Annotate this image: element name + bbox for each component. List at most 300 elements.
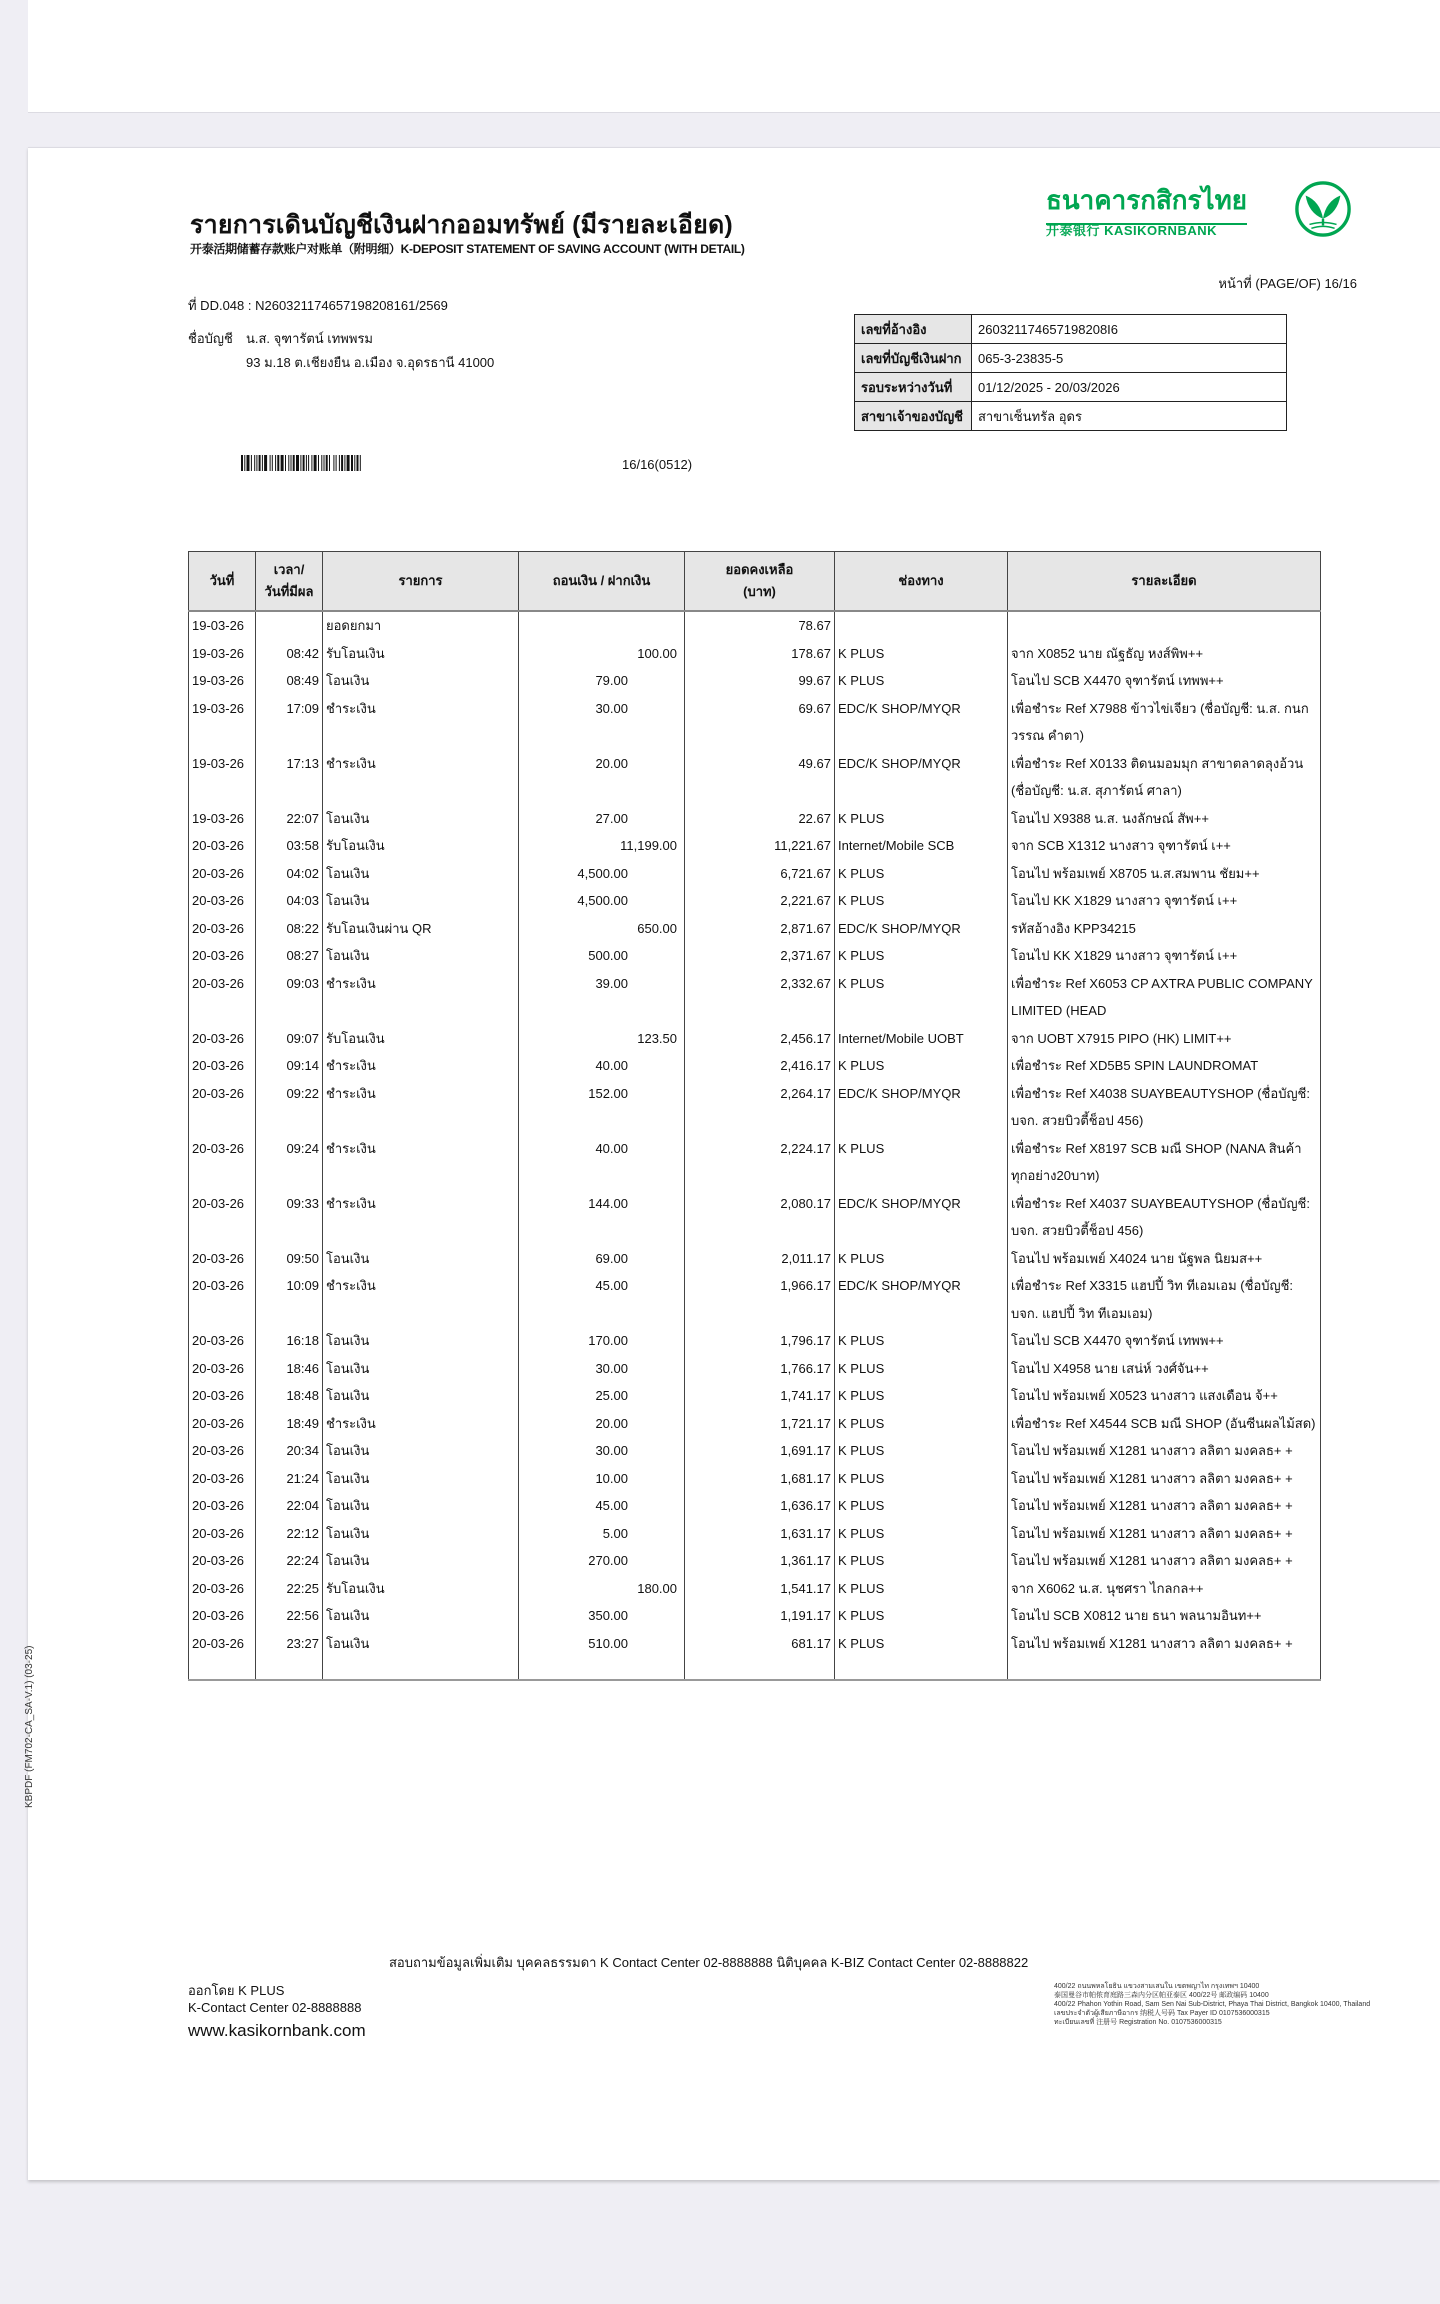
cell-date: 19-03-26 (189, 695, 256, 750)
table-row (189, 1245, 1321, 1273)
cell-detail: จาก X6062 น.ส. นุชศรา ไกลกล++ (1008, 1575, 1321, 1603)
table-row (189, 1080, 1321, 1135)
cell-balance: 1,361.17 (685, 1547, 835, 1575)
cell-channel: K PLUS (835, 1052, 1008, 1080)
barcode-caption: 16/16(0512) (622, 457, 693, 472)
cell-transaction-type: ชำระเงิน (323, 1190, 519, 1245)
form-code: KBPDF (FM702-CA_SA-V.1) (03-25) (24, 1645, 35, 1808)
cell-balance: 2,871.67 (685, 915, 835, 943)
info-label: เลขที่บัญชีเงินฝาก (855, 344, 972, 373)
empty-cell (1008, 1657, 1321, 1680)
cell-balance: 2,080.17 (685, 1190, 835, 1245)
info-row-period (855, 373, 1287, 402)
cell-channel: K PLUS (835, 1382, 1008, 1410)
statement-page (24, 147, 1440, 2180)
cell-amount: 144.00 (519, 1190, 685, 1245)
cell-channel: K PLUS (835, 1520, 1008, 1548)
barcode-bar (254, 455, 255, 471)
cell-amount: 40.00 (519, 1052, 685, 1080)
header-detail: รายละเอียด (1008, 552, 1321, 612)
cell-balance: 2,456.17 (685, 1025, 835, 1053)
barcode-bar (244, 455, 245, 471)
cell-amount: 5.00 (519, 1520, 685, 1548)
cell-detail: โอนไป พร้อมเพย์ X0523 นางสาว แสงเดือน จ้++ (1008, 1382, 1321, 1410)
cell-detail: โอนไป พร้อมเพย์ X1281 นางสาว ลลิตา มงคลธ+ + (1008, 1630, 1321, 1658)
barcode-bar (270, 455, 271, 471)
cell-channel: EDC/K SHOP/MYQR (835, 695, 1008, 750)
cell-date: 20-03-26 (189, 942, 256, 970)
cell-channel: EDC/K SHOP/MYQR (835, 915, 1008, 943)
cell-date: 19-03-26 (189, 611, 256, 640)
barcode-bar (333, 455, 334, 471)
empty-cell (835, 1657, 1008, 1680)
cell-balance: 2,011.17 (685, 1245, 835, 1273)
cell-detail: โอนไป SCB X4470 จุฑารัตน์ เทพพ++ (1008, 667, 1321, 695)
table-row (189, 667, 1321, 695)
cell-date: 20-03-26 (189, 1245, 256, 1273)
address-line: 400/22 Phahon Yothin Road, Sam Sen Nai Sub-District, Phaya Thai District, Bangkok 10400, Thailand (1054, 2001, 1371, 2008)
cell-amount: 25.00 (519, 1382, 685, 1410)
cell-detail: โอนไป พร้อมเพย์ X1281 นางสาว ลลิตา มงคลธ+ + (1008, 1520, 1321, 1548)
cell-balance: 2,264.17 (685, 1080, 835, 1135)
cell-transaction-type: รับโอนเงิน (323, 1575, 519, 1603)
barcode-bar (326, 455, 328, 471)
empty-cell (323, 1657, 519, 1680)
address-line: เลขประจำตัวผู้เสียภาษีอากร 纳税人号码 Tax Payer ID 0107536000315 (1054, 2010, 1270, 2017)
barcode-bar (259, 455, 261, 471)
table-row (189, 1602, 1321, 1630)
cell-amount: 20.00 (519, 750, 685, 805)
page-indicator: หน้าที่ (PAGE/OF) 16/16 (1218, 276, 1357, 291)
table-header-row (189, 552, 1321, 612)
cell-amount: 79.00 (519, 667, 685, 695)
cell-date: 20-03-26 (189, 915, 256, 943)
cell-balance: 1,681.17 (685, 1465, 835, 1493)
cell-detail: เพื่อชำระ Ref X4544 SCB มณี SHOP (อันซีนผลไม้สด) (1008, 1410, 1321, 1438)
cell-time: 08:42 (256, 640, 323, 668)
cell-channel: EDC/K SHOP/MYQR (835, 1272, 1008, 1327)
cell-time: 08:22 (256, 915, 323, 943)
cell-transaction-type: ยอดยกมา (323, 611, 519, 640)
cell-time: 18:49 (256, 1410, 323, 1438)
cell-detail: เพื่อชำระ Ref XD5B5 SPIN LAUNDROMAT (1008, 1052, 1321, 1080)
cell-channel: K PLUS (835, 1410, 1008, 1438)
barcode-bar (288, 455, 289, 471)
cell-time: 18:46 (256, 1355, 323, 1383)
cell-time: 08:27 (256, 942, 323, 970)
table-row (189, 942, 1321, 970)
barcode-bar (308, 455, 309, 471)
cell-balance: 1,631.17 (685, 1520, 835, 1548)
cell-channel: Internet/Mobile SCB (835, 832, 1008, 860)
cell-balance: 1,721.17 (685, 1410, 835, 1438)
cell-detail: โอนไป พร้อมเพย์ X1281 นางสาว ลลิตา มงคลธ+ + (1008, 1547, 1321, 1575)
cell-balance: 1,541.17 (685, 1575, 835, 1603)
cell-time: 04:02 (256, 860, 323, 888)
cell-balance: 69.67 (685, 695, 835, 750)
cell-amount: 11,199.00 (519, 832, 685, 860)
cell-date: 19-03-26 (189, 750, 256, 805)
cell-channel: K PLUS (835, 1135, 1008, 1190)
cell-balance: 2,332.67 (685, 970, 835, 1025)
cell-time: 09:22 (256, 1080, 323, 1135)
cell-balance: 2,416.17 (685, 1052, 835, 1080)
barcode-bar (321, 455, 322, 471)
header-time-line2: วันที่มีผล (264, 584, 314, 599)
cell-channel: Internet/Mobile UOBT (835, 1025, 1008, 1053)
barcode-bar (285, 455, 286, 471)
cell-time: 22:25 (256, 1575, 323, 1603)
cell-transaction-type: ชำระเงิน (323, 1080, 519, 1135)
cell-transaction-type: ชำระเงิน (323, 1135, 519, 1190)
barcode-bar (296, 455, 299, 471)
cell-date: 19-03-26 (189, 667, 256, 695)
cell-detail: รหัสอ้างอิง KPP34215 (1008, 915, 1321, 943)
address-line: ทะเบียนเลขที่ 注册号 Registration No. 0107536000315 (1054, 2019, 1222, 2026)
cell-detail: โอนไป พร้อมเพย์ X8705 น.ส.สมพาน ชัยม++ (1008, 860, 1321, 888)
empty-cell (189, 1657, 256, 1680)
barcode-bar (264, 455, 267, 471)
cell-transaction-type: โอนเงิน (323, 1602, 519, 1630)
barcode-bar (275, 455, 276, 471)
table-row (189, 1410, 1321, 1438)
cell-channel: K PLUS (835, 1327, 1008, 1355)
cell-date: 19-03-26 (189, 805, 256, 833)
header-channel: ช่องทาง (835, 552, 1008, 612)
table-row (189, 805, 1321, 833)
cell-date: 20-03-26 (189, 1355, 256, 1383)
cell-time: 04:03 (256, 887, 323, 915)
cell-detail: จาก X0852 นาย ณัฐธัญ หงส์พิพ++ (1008, 640, 1321, 668)
cell-amount: 350.00 (519, 1602, 685, 1630)
cell-amount: 152.00 (519, 1080, 685, 1135)
barcode-bar (262, 455, 263, 471)
cell-date: 20-03-26 (189, 1080, 256, 1135)
barcode-bar (347, 455, 350, 471)
cell-balance: 1,741.17 (685, 1382, 835, 1410)
cell-balance: 1,636.17 (685, 1492, 835, 1520)
cell-transaction-type: โอนเงิน (323, 1630, 519, 1658)
bank-name-english: 开泰银行 KASIKORNBANK (1046, 223, 1218, 238)
cell-channel: EDC/K SHOP/MYQR (835, 1190, 1008, 1245)
cell-balance: 49.67 (685, 750, 835, 805)
cell-date: 20-03-26 (189, 1520, 256, 1548)
cell-time: 10:09 (256, 1272, 323, 1327)
cell-date: 20-03-26 (189, 887, 256, 915)
cell-detail (1008, 611, 1321, 640)
cell-amount: 270.00 (519, 1547, 685, 1575)
barcode-bar (324, 455, 325, 471)
cell-date: 20-03-26 (189, 860, 256, 888)
transaction-table (188, 551, 1321, 1681)
cell-detail: จาก SCB X1312 นางสาว จุฑารัตน์ เ++ (1008, 832, 1321, 860)
bank-website-link[interactable]: www.kasikornbank.com (188, 2021, 366, 2040)
cell-time: 09:24 (256, 1135, 323, 1190)
cell-balance: 178.67 (685, 640, 835, 668)
cell-detail: เพื่อชำระ Ref X6053 CP AXTRA PUBLIC COMPANY LIMITED (HEAD (1008, 970, 1321, 1025)
cell-time: 21:24 (256, 1465, 323, 1493)
cell-amount: 100.00 (519, 640, 685, 668)
cell-time: 22:07 (256, 805, 323, 833)
cell-transaction-type: รับโอนเงิน (323, 1025, 519, 1053)
info-value: 065-3-23835-5 (972, 344, 1287, 373)
cell-balance: 681.17 (685, 1630, 835, 1658)
cell-channel: K PLUS (835, 667, 1008, 695)
cell-date: 19-03-26 (189, 640, 256, 668)
empty-cell (256, 1657, 323, 1680)
table-row (189, 1492, 1321, 1520)
cell-amount: 650.00 (519, 915, 685, 943)
barcode-bar (300, 455, 301, 471)
cell-balance: 1,796.17 (685, 1327, 835, 1355)
cell-transaction-type: โอนเงิน (323, 1492, 519, 1520)
cell-detail: โอนไป KK X1829 นางสาว จุฑารัตน์ เ++ (1008, 887, 1321, 915)
cell-detail: จาก UOBT X7915 PIPO (HK) LIMIT++ (1008, 1025, 1321, 1053)
barcode-bar (336, 455, 337, 471)
barcode-bar (251, 455, 252, 471)
table-row (189, 611, 1321, 640)
cell-time: 09:07 (256, 1025, 323, 1053)
cell-channel: K PLUS (835, 1602, 1008, 1630)
cell-date: 20-03-26 (189, 1465, 256, 1493)
cell-channel: K PLUS (835, 970, 1008, 1025)
info-value: 01/12/2025 - 20/03/2026 (972, 373, 1287, 402)
barcode-bar (281, 455, 284, 471)
cell-detail: โอนไป X4958 นาย เสน่ห์ วงศ์จัน++ (1008, 1355, 1321, 1383)
cell-date: 20-03-26 (189, 970, 256, 1025)
cell-amount: 69.00 (519, 1245, 685, 1273)
empty-cell (519, 1657, 685, 1680)
cell-transaction-type: โอนเงิน (323, 1465, 519, 1493)
cell-transaction-type: ชำระเงิน (323, 1410, 519, 1438)
barcode-bar (306, 455, 307, 471)
cell-date: 20-03-26 (189, 1025, 256, 1053)
cell-time: 22:24 (256, 1547, 323, 1575)
cell-amount: 20.00 (519, 1410, 685, 1438)
cell-channel: K PLUS (835, 1630, 1008, 1658)
barcode-bar (354, 455, 355, 471)
cell-detail: โอนไป X9388 น.ส. นงลักษณ์ สัพ++ (1008, 805, 1321, 833)
table-row (189, 832, 1321, 860)
cell-amount: 40.00 (519, 1135, 685, 1190)
cell-transaction-type: โอนเงิน (323, 1520, 519, 1548)
cell-detail: โอนไป SCB X4470 จุฑารัตน์ เทพพ++ (1008, 1327, 1321, 1355)
barcode-bar (314, 455, 317, 471)
header-balance (685, 552, 835, 612)
table-row (189, 1382, 1321, 1410)
header-transaction: รายการ (323, 552, 519, 612)
cell-transaction-type: ชำระเงิน (323, 1272, 519, 1327)
cell-transaction-type: รับโอนเงินผ่าน QR (323, 915, 519, 943)
barcode-bar (272, 455, 273, 471)
kasikornbank-logo (1046, 180, 1356, 250)
cell-amount: 500.00 (519, 942, 685, 970)
contact-information: สอบถามข้อมูลเพิ่มเติม บุคคลธรรมดา K Contact Center 02-8888888 นิติบุคคล K-BIZ Contact Center 02-8888822 (389, 1955, 1029, 1970)
cell-balance: 78.67 (685, 611, 835, 640)
barcode-bar (311, 455, 312, 471)
cell-transaction-type: โอนเงิน (323, 1437, 519, 1465)
cell-time: 22:56 (256, 1602, 323, 1630)
table-row (189, 695, 1321, 750)
table-row (189, 1052, 1321, 1080)
cell-date: 20-03-26 (189, 1437, 256, 1465)
cell-time (256, 611, 323, 640)
cell-channel: K PLUS (835, 1492, 1008, 1520)
cell-detail: เพื่อชำระ Ref X3315 แฮปปี้ วิท ทีเอมเอม (ชื่อบัญชี: บจก. แฮปปี้ วิท ทีเอมเอม) (1008, 1272, 1321, 1327)
header-time-line1: เวลา/ (273, 562, 305, 577)
cell-detail: โอนไป พร้อมเพย์ X1281 นางสาว ลลิตา มงคลธ+ + (1008, 1492, 1321, 1520)
cell-channel: EDC/K SHOP/MYQR (835, 750, 1008, 805)
cell-channel: K PLUS (835, 640, 1008, 668)
barcode-bar (293, 455, 295, 471)
cell-time: 09:50 (256, 1245, 323, 1273)
cell-channel: EDC/K SHOP/MYQR (835, 1080, 1008, 1135)
reference-number: ที่ DD.048 : N260321174657198208161/2569 (188, 298, 448, 313)
barcode-bar (339, 455, 340, 471)
issued-by: ออกโดย K PLUS (188, 1983, 285, 1998)
address-line: 400/22 ถนนพหลโยธิน แขวงสามเสนใน เขตพญาไท กรุงเทพฯ 10400 (1054, 1983, 1260, 1990)
cell-transaction-type: โอนเงิน (323, 1382, 519, 1410)
cell-time: 16:18 (256, 1327, 323, 1355)
barcode-bar (241, 455, 243, 471)
cell-amount: 123.50 (519, 1025, 685, 1053)
kbank-leaf-emblem-icon (1294, 180, 1352, 238)
cell-date: 20-03-26 (189, 832, 256, 860)
table-row (189, 915, 1321, 943)
table-row (189, 1355, 1321, 1383)
cell-channel: K PLUS (835, 942, 1008, 970)
info-label: เลขที่อ้างอิง (855, 315, 972, 344)
cell-balance: 2,221.67 (685, 887, 835, 915)
cell-detail: เพื่อชำระ Ref X7988 ข้าวไข่เจียว (ชื่อบัญชี: น.ส. กนกวรรณ คำตา) (1008, 695, 1321, 750)
info-value: 260321174657198208I6 (972, 315, 1287, 344)
barcode-bar (291, 455, 292, 471)
cell-channel: K PLUS (835, 887, 1008, 915)
cell-amount: 45.00 (519, 1492, 685, 1520)
table-row (189, 1272, 1321, 1327)
cell-balance: 1,766.17 (685, 1355, 835, 1383)
cell-transaction-type: โอนเงิน (323, 1245, 519, 1273)
table-row (189, 640, 1321, 668)
cell-time: 20:34 (256, 1437, 323, 1465)
cell-amount: 170.00 (519, 1327, 685, 1355)
info-value: สาขาเซ็นทรัล อุดร (972, 402, 1287, 431)
cell-transaction-type: โอนเงิน (323, 805, 519, 833)
barcode-bar (351, 455, 353, 471)
table-row (189, 1547, 1321, 1575)
table-bottom-filler (189, 1657, 1321, 1680)
cell-time: 17:09 (256, 695, 323, 750)
cell-date: 20-03-26 (189, 1575, 256, 1603)
barcode-bar (357, 455, 359, 471)
cell-detail: โอนไป KK X1829 นางสาว จุฑารัตน์ เ++ (1008, 942, 1321, 970)
cell-time: 22:12 (256, 1520, 323, 1548)
cell-time: 03:58 (256, 832, 323, 860)
cell-channel: K PLUS (835, 1465, 1008, 1493)
cell-time: 08:49 (256, 667, 323, 695)
cell-amount: 45.00 (519, 1272, 685, 1327)
statement-title-english: 开泰活期储蓄存款账户对账单（附明细）K-DEPOSIT STATEMENT OF SAVING ACCOUNT (WITH DETAIL) (190, 242, 745, 256)
header-balance-line2: (บาท) (743, 584, 776, 599)
cell-time: 23:27 (256, 1630, 323, 1658)
barcode-bar (318, 455, 319, 471)
cell-time: 22:04 (256, 1492, 323, 1520)
header-balance-line1: ยอดคงเหลือ (725, 562, 794, 577)
cell-transaction-type: โอนเงิน (323, 1327, 519, 1355)
cell-time: 09:33 (256, 1190, 323, 1245)
cell-time: 09:14 (256, 1052, 323, 1080)
table-row (189, 1190, 1321, 1245)
cell-detail: โอนไป พร้อมเพย์ X1281 นางสาว ลลิตา มงคลธ+ + (1008, 1437, 1321, 1465)
cell-amount: 180.00 (519, 1575, 685, 1603)
cell-date: 20-03-26 (189, 1327, 256, 1355)
previous-page-bottom (28, 0, 1440, 113)
header-time (256, 552, 323, 612)
info-row-account-number (855, 344, 1287, 373)
table-row (189, 1327, 1321, 1355)
table-row (189, 1575, 1321, 1603)
cell-channel: K PLUS (835, 1547, 1008, 1575)
contact-center: K-Contact Center 02-8888888 (188, 2000, 362, 2015)
table-row (189, 1135, 1321, 1190)
cell-date: 20-03-26 (189, 1410, 256, 1438)
cell-date: 20-03-26 (189, 1547, 256, 1575)
bank-address-block (1054, 1982, 1370, 2027)
cell-transaction-type: โอนเงิน (323, 887, 519, 915)
cell-amount: 27.00 (519, 805, 685, 833)
table-row (189, 1630, 1321, 1658)
cell-detail: เพื่อชำระ Ref X4037 SUAYBEAUTYSHOP (ชื่อบัญชี: บจก. สวยบิวตี้ช็อป 456) (1008, 1190, 1321, 1245)
cell-transaction-type: โอนเงิน (323, 1355, 519, 1383)
statement-title-thai: รายการเดินบัญชีเงินฝากออมทรัพย์ (มีรายละเอียด) (190, 211, 733, 239)
table-row (189, 1465, 1321, 1493)
cell-balance: 22.67 (685, 805, 835, 833)
transaction-rows (189, 611, 1321, 1680)
info-label: สาขาเจ้าของบัญชี (855, 402, 972, 431)
cell-balance: 99.67 (685, 667, 835, 695)
cell-date: 20-03-26 (189, 1190, 256, 1245)
cell-time: 09:03 (256, 970, 323, 1025)
barcode-bar (303, 455, 305, 471)
info-row-branch (855, 402, 1287, 431)
cell-balance: 1,966.17 (685, 1272, 835, 1327)
barcode-bar (341, 455, 343, 471)
cell-detail: โอนไป พร้อมเพย์ X4024 นาย นัฐพล นิยมส++ (1008, 1245, 1321, 1273)
cell-date: 20-03-26 (189, 1135, 256, 1190)
cell-time: 17:13 (256, 750, 323, 805)
cell-date: 20-03-26 (189, 1382, 256, 1410)
cell-channel: K PLUS (835, 1575, 1008, 1603)
cell-balance: 1,691.17 (685, 1437, 835, 1465)
cell-detail: โอนไป พร้อมเพย์ X1281 นางสาว ลลิตา มงคลธ+ + (1008, 1465, 1321, 1493)
cell-transaction-type: ชำระเงิน (323, 695, 519, 750)
cell-transaction-type: โอนเงิน (323, 667, 519, 695)
barcode-bar (329, 455, 330, 471)
cell-transaction-type: โอนเงิน (323, 1547, 519, 1575)
account-info-box (854, 314, 1287, 431)
empty-cell (685, 1657, 835, 1680)
cell-detail: โอนไป SCB X0812 นาย ธนา พลนามอินท++ (1008, 1602, 1321, 1630)
account-holder-address: 93 ม.18 ต.เชียงยืน อ.เมือง จ.อุดรธานี 41000 (246, 355, 495, 370)
cell-amount: 10.00 (519, 1465, 685, 1493)
barcode-bar (247, 455, 250, 471)
cell-detail: เพื่อชำระ Ref X8197 SCB มณี SHOP (NANA สินค้าทุกอย่าง20บาท) (1008, 1135, 1321, 1190)
cell-balance: 6,721.67 (685, 860, 835, 888)
table-row (189, 970, 1321, 1025)
cell-amount (519, 611, 685, 640)
barcode-bar (360, 455, 361, 471)
barcode-bar (256, 455, 257, 471)
